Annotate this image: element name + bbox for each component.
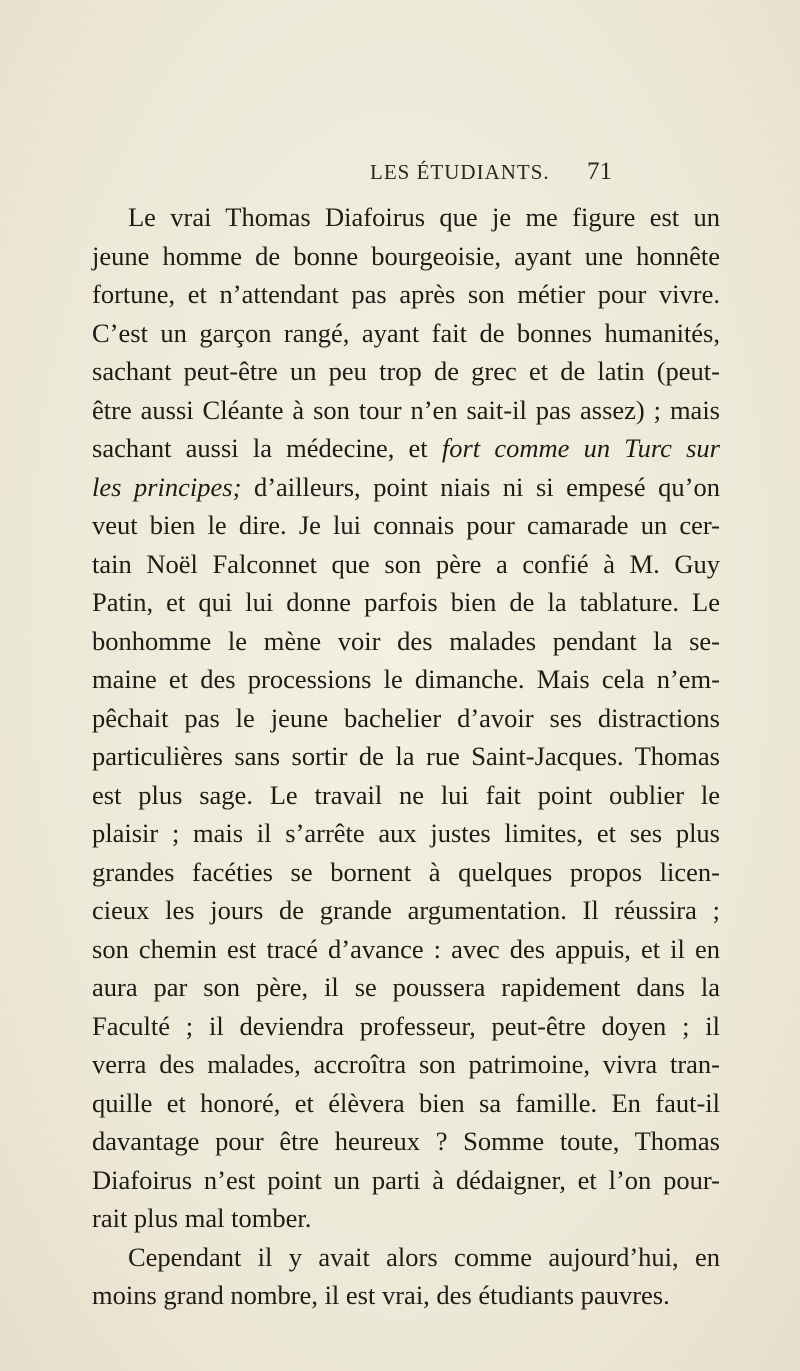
running-title: LES ÉTUDIANTS.	[370, 160, 550, 184]
body-text	[92, 198, 720, 1315]
text-line: Patin, et qui lui donne parfois bien de la tablature. Le	[92, 587, 720, 617]
text-line: plaisir ; mais il s’arrête aux justes limites, et ses plus	[92, 818, 720, 848]
text-line: Cependant il y avait alors comme aujourd’hui, en	[128, 1241, 720, 1272]
text-line: jeune homme de bonne bourgeoisie, ayant une honnête	[92, 240, 720, 271]
text-line: Faculté ; il deviendra professeur, peut-être doyen ; il	[92, 1010, 720, 1041]
text-line: bonhomme le mène voir des malades pendant la se-	[92, 625, 720, 656]
text-line: rait plus mal tomber.	[92, 1203, 312, 1233]
text-line: davantage pour être heureux ? Somme toute, Thomas	[92, 1126, 720, 1156]
italic-phrase: les principes;	[92, 471, 242, 502]
text-line: C’est un garçon rangé, ayant fait de bonnes humanités,	[92, 317, 720, 348]
text-line: grandes facéties se bornent à quelques propos licen-	[92, 856, 720, 887]
text-line: verra des malades, accroîtra son patrimoine, vivra tran-	[92, 1049, 720, 1079]
page-number: 71	[587, 158, 612, 185]
text-line: moins grand nombre, il est vrai, des étudiants pauvres.	[92, 1280, 670, 1310]
text-line: son chemin est tracé d’avance : avec des appuis, et il en	[92, 933, 720, 964]
text-line: les principes; d’ailleurs, point niais ni si empesé qu’on	[92, 471, 720, 502]
italic-phrase: fort comme un Turc sur	[441, 433, 720, 463]
text-line: maine et des processions le dimanche. Mais cela n’em-	[92, 664, 720, 694]
text-line: est plus sage. Le travail ne lui fait point oublier le	[92, 779, 720, 810]
text-line: quille et honoré, et élèvera bien sa famille. En faut-il	[92, 1087, 720, 1118]
text-line: être aussi Cléante à son tour n’en sait-il pas assez) ; mais	[92, 394, 720, 425]
text-line: cieux les jours de grande argumentation. Il réussira ;	[92, 895, 720, 925]
text-line: Le vrai Thomas Diafoirus que je me figure est un	[128, 202, 720, 232]
text-line: sachant aussi la médecine, et fort comme un Turc sur	[92, 433, 720, 463]
paragraph	[92, 198, 720, 1238]
text-line: fortune, et n’attendant pas après son métier pour vivre.	[92, 279, 720, 309]
text-line: aura par son père, il se poussera rapidement dans la	[92, 972, 720, 1002]
text-line: Diafoirus n’est point un parti à dédaigner, et l’on pour-	[92, 1164, 720, 1195]
text-line: pêchait pas le jeune bachelier d’avoir ses distractions	[92, 702, 720, 733]
text-line: sachant peut-être un peu trop de grec et de latin (peut-	[92, 356, 720, 386]
text-line: veut bien le dire. Je lui connais pour camarade un cer-	[92, 510, 720, 540]
paragraph	[92, 1238, 720, 1315]
text-line: particulières sans sortir de la rue Saint-Jacques. Thomas	[92, 741, 720, 771]
text-line: tain Noël Falconnet que son père a confié à M. Guy	[92, 548, 720, 579]
